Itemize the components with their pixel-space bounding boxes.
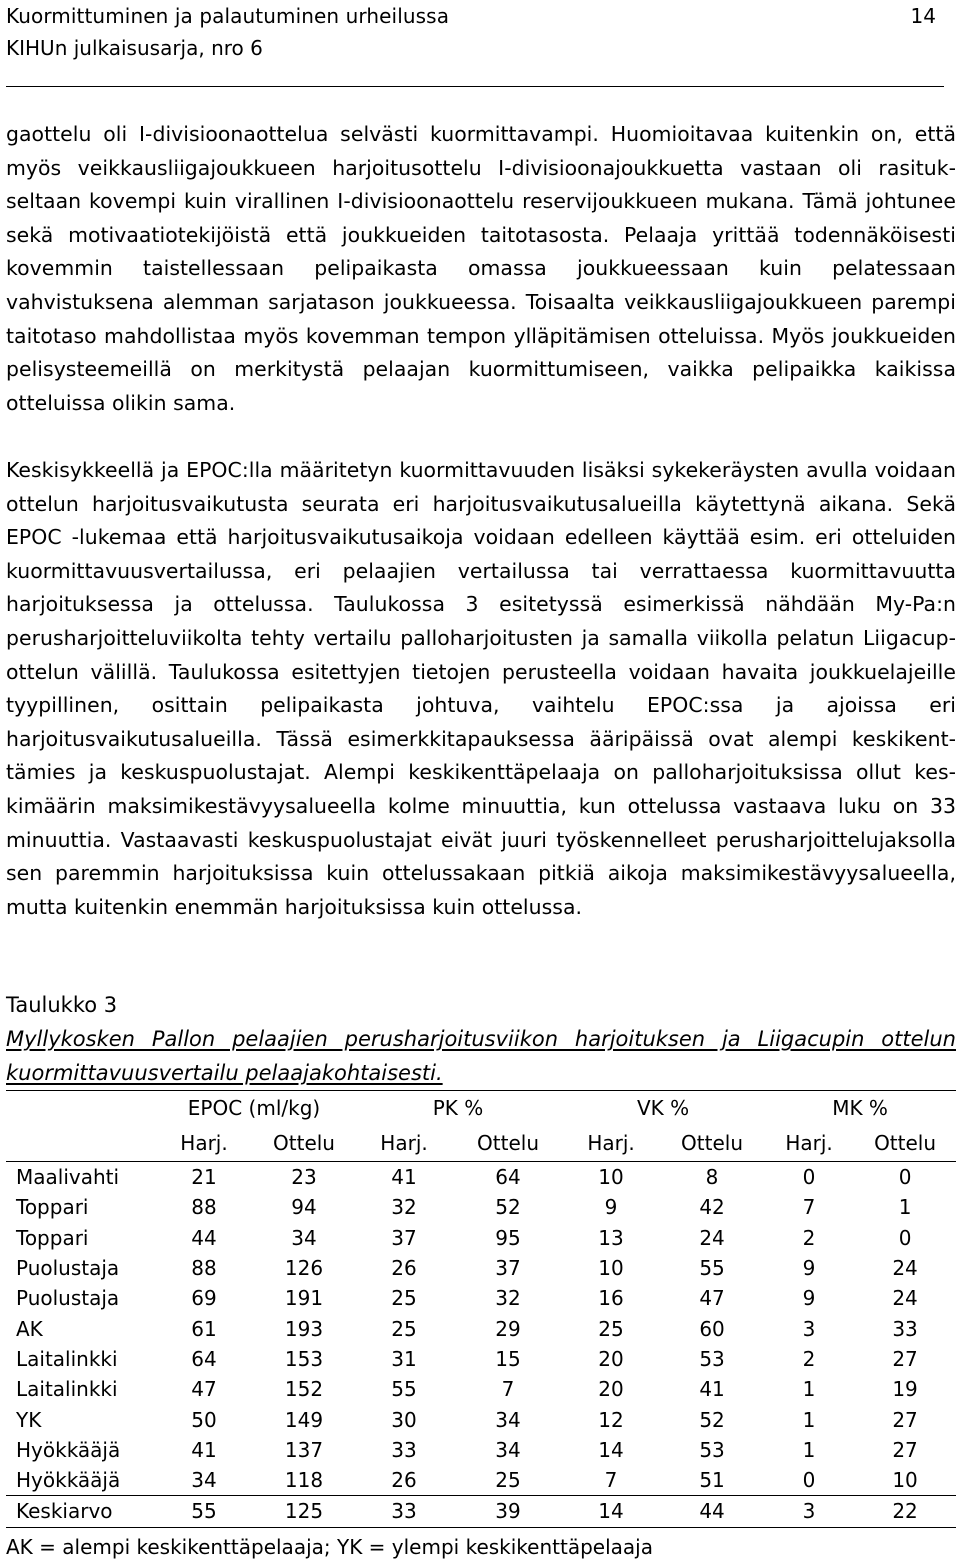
table-cell: 25 — [495, 1468, 521, 1493]
table-cell: 9 — [802, 1256, 816, 1281]
table-cell: 21 — [154, 1162, 254, 1193]
table-cell: 25 — [598, 1316, 624, 1341]
table-cell: 52 — [699, 1407, 725, 1432]
table-cell: 47 — [699, 1286, 725, 1311]
mean-cell: 44 — [660, 1496, 764, 1527]
table-cell: 153 — [284, 1346, 324, 1371]
group-header-mk: MK % — [764, 1091, 956, 1126]
table-cell: 1 — [802, 1377, 816, 1402]
mean-cell: 125 — [254, 1496, 354, 1527]
table-cell: 193 — [284, 1316, 324, 1341]
table-group-header-row — [6, 1091, 956, 1126]
row-label: Laitalinkki — [16, 1346, 118, 1371]
table-cell: 3 — [802, 1316, 816, 1341]
table-footnote: AK = alempi keskikenttäpelaaja; YK = ylempi keskikenttäpelaaja — [6, 1535, 653, 1559]
subheader-cell: Ottelu — [681, 1131, 744, 1155]
subheader-cell: Ottelu — [477, 1131, 539, 1155]
table-cell: 0 — [802, 1468, 816, 1493]
table-cell: 44 — [191, 1225, 217, 1250]
table-row — [6, 1192, 956, 1222]
table-cell: 50 — [191, 1407, 217, 1432]
row-label: Hyökkääjä — [16, 1468, 121, 1493]
table-cell: 152 — [284, 1377, 324, 1402]
row-label: YK — [16, 1407, 42, 1432]
table-cell: 2 — [802, 1225, 816, 1250]
table-row — [6, 1283, 956, 1313]
load-comparison-table — [6, 1090, 956, 1528]
table-cell: 34 — [495, 1407, 521, 1432]
table-cell: 27 — [892, 1407, 918, 1432]
table-cell: 88 — [191, 1195, 217, 1220]
table-cell: 53 — [699, 1437, 725, 1462]
table-row — [6, 1465, 956, 1496]
table-cell: 8 — [660, 1162, 764, 1193]
table-cell: 60 — [699, 1316, 725, 1341]
table-cell: 0 — [764, 1162, 854, 1193]
mean-cell: 39 — [454, 1496, 562, 1527]
table-cell: 13 — [598, 1225, 624, 1250]
subheader-cell: Harj. — [587, 1131, 635, 1155]
row-label: Hyökkääjä — [16, 1437, 121, 1462]
table-row — [6, 1162, 956, 1193]
body-paragraph-2: Keskisykkeellä ja EPOC:lla määritetyn kuormittavuuden lisäksi sykekeräysten avulla voidaan ottelun harjoitusvaikutusta seurata eri harjoitusvaikutusalueilla käytettynä aikana. Sekä EPOC -lukemaa että harjoitusvaikutusaikoja voidaan edelleen käyttää esim. eri otteluiden kuormittavuusvertailussa, eri pelaajien vertailussa tai verrattaessa kuormittavuutta harjoituksessa ja ottelussa. Taulukossa 3 esitetyssä esimerkissä nähdään My-Pa:n perusharjoitteluviikolta tehty vertailu palloharjoitusten ja samalla viikolla pelatun Liigacup-ottelun välillä. Taulukossa esitettyjen tietojen perusteella voidaan havaita joukkuelajeille tyypillinen, osittain pelipaikasta johtuva, vaihtelu EPOC:ssa ja ajoissa eri harjoitusvaikutusalueilla. Tässä esimerkkitapauksessa ääripäissä ovat alempi keskikenttämies ja keskuspuolustajat. Alempi keskikenttäpelaaja on palloharjoituksissa ollut keskimäärin maksimikestävyysalueella kolme minuuttia, kun ottelussa vastaava luku on 33 minuuttia. Vastaavasti keskuspuolustajat eivät juuri työskennelleet perusharjoittelujaksolla sen paremmin harjoituksissa kuin ottelussakaan pitkiä aikoja maksimikestävyysalueella, mutta kuitenkin enemmän harjoituksissa kuin ottelussa. — [6, 458, 956, 919]
table-cell: 29 — [495, 1316, 521, 1341]
row-label: Toppari — [16, 1195, 89, 1220]
table-cell: 7 — [501, 1377, 515, 1402]
mean-cell: 33 — [354, 1496, 454, 1527]
table-mean-row — [6, 1496, 956, 1527]
table-subheader-row — [6, 1125, 956, 1162]
table-cell: 26 — [391, 1468, 417, 1493]
table-cell: 9 — [802, 1286, 816, 1311]
table-cell: 19 — [892, 1377, 918, 1402]
table-cell: 64 — [454, 1162, 562, 1193]
table-cell: 33 — [391, 1437, 417, 1462]
table-caption-subtitle: Myllykosken Pallon pelaajien perusharjoitusviikon harjoituksen ja Liigacupin ottelun kuormittavuusvertailu pelaajakohtaisesti. — [6, 1027, 956, 1085]
table-cell: 32 — [495, 1286, 521, 1311]
publication-series: KIHUn julkaisusarja, nro 6 — [6, 36, 263, 60]
mean-cell: 3 — [764, 1496, 854, 1527]
table-cell: 10 — [562, 1162, 660, 1193]
row-label: Puolustaja — [16, 1256, 120, 1281]
table-row — [6, 1253, 956, 1283]
table-cell: 149 — [284, 1407, 324, 1432]
subheader-cell: Harj. — [380, 1131, 428, 1155]
table-cell: 23 — [254, 1162, 354, 1193]
body-paragraph-1: gaottelu oli I-divisioonaottelua selvästi kuormittavampi. Huomioitavaa kuitenkin on, että myös veikkausliigajoukkueen harjoitusottelu I-divisioonajoukkuetta vastaan oli rasitukseltaan kovempi kuin virallinen I-divisioonaottelu reservijoukkueen mukana. Tämä johtunee sekä motivaatiotekijöistä että joukkueiden taitotasosta. Pelaaja yrittää todennäköisesti kovemmin taistellessaan pelipaikasta omassa joukkueessaan kuin pelatessaan vahvistuksena alemman sarjatason joukkueessa. Toisaalta veikkausliigajoukkueen parempi taitotaso mahdollistaa myös kovemman tempon ylläpitämisen otteluissa. Myös joukkueiden pelisysteemeillä on merkitystä pelaajan kuormittumiseen, vaikka pelipaikka kaikissa otteluissa olikin sama. — [6, 122, 956, 415]
page-header — [6, 2, 944, 87]
table-cell: 94 — [291, 1195, 317, 1220]
table-cell: 14 — [598, 1437, 624, 1462]
table-row — [6, 1223, 956, 1253]
table-cell: 41 — [191, 1437, 217, 1462]
group-header-pk: PK % — [354, 1091, 562, 1126]
table-cell: 37 — [495, 1256, 521, 1281]
page-number: 14 — [910, 4, 936, 28]
table-cell: 1 — [802, 1407, 816, 1432]
table-cell: 1 — [802, 1437, 816, 1462]
table-cell: 126 — [284, 1256, 324, 1281]
table-cell: 27 — [892, 1346, 918, 1371]
table-cell: 30 — [391, 1407, 417, 1432]
row-label: Puolustaja — [16, 1286, 120, 1311]
table-cell: 55 — [391, 1377, 417, 1402]
table-cell: 7 — [604, 1468, 618, 1493]
mean-cell: 22 — [854, 1496, 956, 1527]
subheader-cell: Harj. — [180, 1131, 228, 1155]
table-cell: 27 — [892, 1437, 918, 1462]
table-cell: 55 — [699, 1256, 725, 1281]
table-row — [6, 1374, 956, 1404]
row-label: Toppari — [16, 1225, 89, 1250]
table-cell: 7 — [802, 1195, 816, 1220]
table-cell: 10 — [598, 1256, 624, 1281]
table-row — [6, 1404, 956, 1434]
table-cell: 10 — [892, 1468, 918, 1493]
table-cell: 24 — [892, 1286, 918, 1311]
table-row — [6, 1313, 956, 1343]
table-cell: 41 — [699, 1377, 725, 1402]
table-cell: 0 — [854, 1162, 956, 1193]
table-cell: 42 — [699, 1195, 725, 1220]
table-cell: 118 — [284, 1468, 324, 1493]
table-cell: 16 — [598, 1286, 624, 1311]
table-row — [6, 1435, 956, 1465]
table-cell: 34 — [291, 1225, 317, 1250]
table-cell: 20 — [598, 1377, 624, 1402]
table-cell: 53 — [699, 1346, 725, 1371]
table-cell: 15 — [495, 1346, 521, 1371]
table-cell: 137 — [284, 1437, 324, 1462]
table-cell: 2 — [802, 1346, 816, 1371]
table-cell: 9 — [604, 1195, 618, 1220]
table-cell: 31 — [391, 1346, 417, 1371]
table-cell: 12 — [598, 1407, 624, 1432]
table-cell: 0 — [898, 1225, 912, 1250]
row-label: AK — [16, 1316, 43, 1341]
table-cell: 34 — [495, 1437, 521, 1462]
table-cell: 52 — [495, 1195, 521, 1220]
table-row — [6, 1344, 956, 1374]
table-cell: 25 — [391, 1316, 417, 1341]
mean-cell: 55 — [154, 1496, 254, 1527]
table-cell: 69 — [191, 1286, 217, 1311]
table-cell: 33 — [892, 1316, 918, 1341]
table-cell: 61 — [191, 1316, 217, 1341]
table-cell: 25 — [391, 1286, 417, 1311]
mean-cell: 14 — [562, 1496, 660, 1527]
table-cell: 64 — [191, 1346, 217, 1371]
row-label: Maalivahti — [6, 1162, 154, 1193]
table-cell: 24 — [699, 1225, 725, 1250]
table-cell: 24 — [892, 1256, 918, 1281]
group-header-epoc: EPOC (ml/kg) — [154, 1091, 354, 1126]
subheader-cell: Harj. — [785, 1131, 833, 1155]
table-caption-label: Taulukko 3 — [6, 993, 118, 1017]
subheader-cell: Ottelu — [874, 1131, 937, 1155]
table-cell: 1 — [898, 1195, 912, 1220]
subheader-cell: Ottelu — [273, 1131, 335, 1155]
mean-row-label: Keskiarvo — [6, 1496, 154, 1527]
table-cell: 34 — [191, 1468, 217, 1493]
group-header-vk: VK % — [562, 1091, 764, 1126]
row-label: Laitalinkki — [16, 1377, 118, 1402]
table-cell: 47 — [191, 1377, 217, 1402]
document-title: Kuormittuminen ja palautuminen urheilussa — [6, 4, 450, 28]
table-cell: 37 — [391, 1225, 417, 1250]
table-cell: 32 — [391, 1195, 417, 1220]
table-corner-cell — [6, 1091, 154, 1126]
table-cell: 20 — [598, 1346, 624, 1371]
table-cell: 26 — [391, 1256, 417, 1281]
table-cell: 41 — [354, 1162, 454, 1193]
table-cell: 88 — [191, 1256, 217, 1281]
table-cell: 95 — [495, 1225, 521, 1250]
table-cell: 51 — [699, 1468, 725, 1493]
table-cell: 191 — [284, 1286, 324, 1311]
